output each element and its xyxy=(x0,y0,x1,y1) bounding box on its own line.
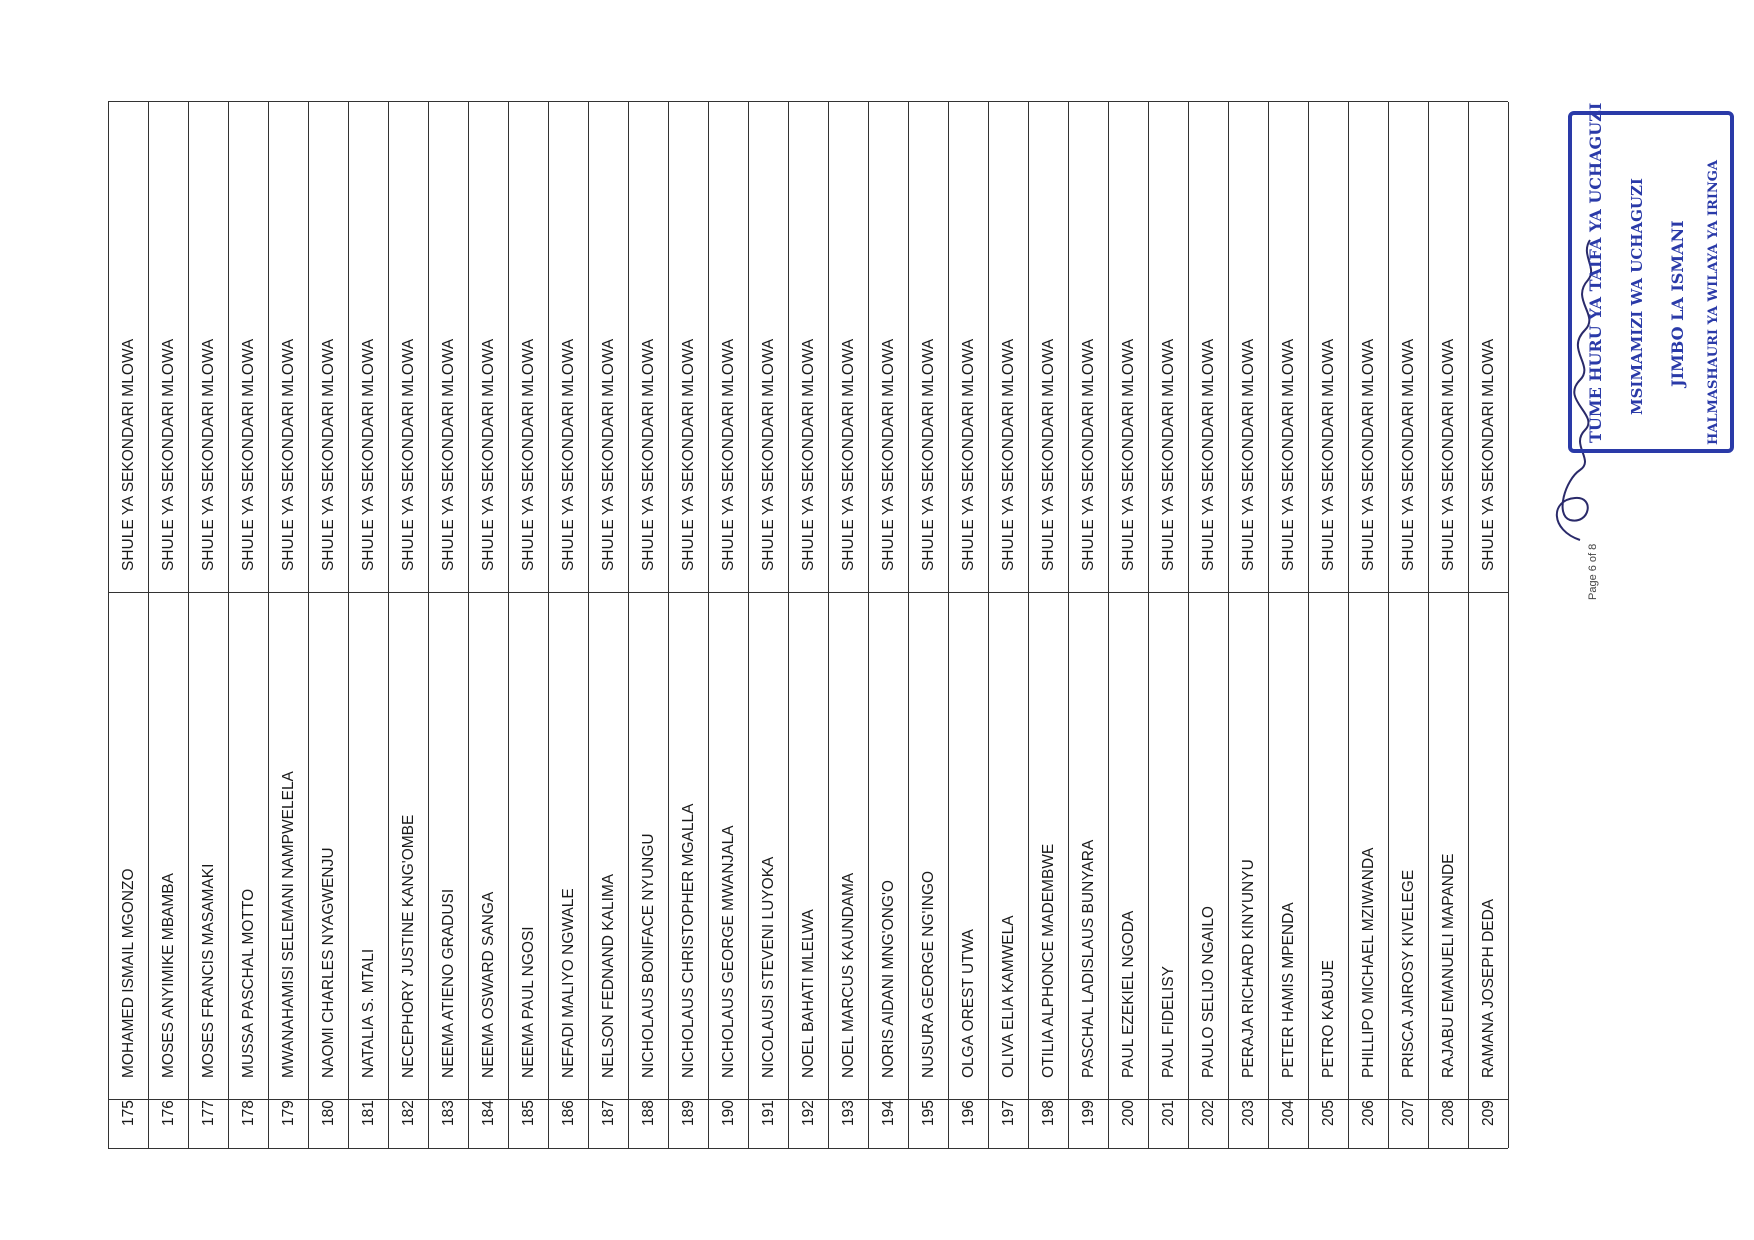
number-cell xyxy=(549,1100,588,1148)
school-text: SHULE YA SEKONDARI MLOWA xyxy=(1119,338,1137,571)
name-text: PASCHAL LADISLAUS BUNYARA xyxy=(1079,839,1097,1078)
table-row xyxy=(229,102,269,1148)
school-text: SHULE YA SEKONDARI MLOWA xyxy=(559,338,577,571)
number-text: 193 xyxy=(839,1099,857,1126)
school-text: SHULE YA SEKONDARI MLOWA xyxy=(999,338,1017,571)
school-cell xyxy=(189,102,228,593)
table-row xyxy=(749,102,789,1148)
table-row xyxy=(629,102,669,1148)
name-cell xyxy=(909,593,948,1100)
table-row xyxy=(789,102,829,1148)
number-cell xyxy=(949,1100,988,1148)
name-cell xyxy=(869,593,908,1100)
name-cell xyxy=(829,593,868,1100)
school-cell xyxy=(549,102,588,593)
table-row xyxy=(1269,102,1309,1148)
school-text: SHULE YA SEKONDARI MLOWA xyxy=(279,338,297,571)
school-text: SHULE YA SEKONDARI MLOWA xyxy=(1479,338,1497,571)
number-cell xyxy=(789,1100,828,1148)
stamp-line-3: JIMBO LA ISMANI xyxy=(1668,220,1687,387)
number-cell xyxy=(1149,1100,1188,1148)
number-cell xyxy=(829,1100,868,1148)
number-text: 182 xyxy=(399,1099,417,1126)
number-text: 198 xyxy=(1039,1099,1057,1126)
name-text: PAUL FIDELISY xyxy=(1159,965,1177,1078)
name-text: NICOLAUSI STEVENI LUYOKA xyxy=(759,856,777,1078)
name-text: NICHOLAUS BONIFACE NYUNGU xyxy=(639,832,657,1078)
school-cell xyxy=(269,102,308,593)
table-row xyxy=(509,102,549,1148)
number-text: 195 xyxy=(919,1099,937,1126)
name-text: PRISCA JAIROSY KIVELEGE xyxy=(1399,869,1417,1078)
number-cell xyxy=(309,1100,348,1148)
name-text: PETRO KABUJE xyxy=(1319,959,1337,1078)
school-text: SHULE YA SEKONDARI MLOWA xyxy=(1199,338,1217,571)
name-cell xyxy=(1469,593,1508,1100)
number-cell xyxy=(1469,1100,1508,1148)
school-cell xyxy=(869,102,908,593)
name-text: MUSSA PASCHAL MOTTO xyxy=(239,888,257,1078)
number-text: 192 xyxy=(799,1099,817,1126)
number-cell xyxy=(909,1100,948,1148)
number-text: 181 xyxy=(359,1099,377,1126)
name-cell xyxy=(1029,593,1068,1100)
name-text: RAMANA JOSEPH DEDA xyxy=(1479,898,1497,1078)
table-row xyxy=(469,102,509,1148)
name-cell xyxy=(989,593,1028,1100)
number-text: 179 xyxy=(279,1099,297,1126)
table-row xyxy=(1429,102,1469,1148)
school-cell xyxy=(709,102,748,593)
name-cell xyxy=(1069,593,1108,1100)
school-text: SHULE YA SEKONDARI MLOWA xyxy=(879,338,897,571)
table-row xyxy=(1469,102,1509,1148)
name-cell xyxy=(269,593,308,1100)
number-cell xyxy=(669,1100,708,1148)
name-text: NOEL MARCUS KAUNDAMA xyxy=(839,872,857,1078)
school-text: SHULE YA SEKONDARI MLOWA xyxy=(1399,338,1417,571)
school-cell xyxy=(429,102,468,593)
school-cell xyxy=(1469,102,1508,593)
name-cell xyxy=(789,593,828,1100)
school-text: SHULE YA SEKONDARI MLOWA xyxy=(159,338,177,571)
number-cell xyxy=(749,1100,788,1148)
school-text: SHULE YA SEKONDARI MLOWA xyxy=(599,338,617,571)
voter-table xyxy=(108,101,1508,1149)
name-cell xyxy=(1189,593,1228,1100)
school-cell xyxy=(829,102,868,593)
name-text: NEFADI MALIYO NGWALE xyxy=(559,887,577,1078)
name-cell xyxy=(589,593,628,1100)
number-cell xyxy=(1229,1100,1268,1148)
school-text: SHULE YA SEKONDARI MLOWA xyxy=(759,338,777,571)
table-row xyxy=(109,102,149,1148)
name-cell xyxy=(509,593,548,1100)
name-text: MOSES ANYIMIKE MBAMBA xyxy=(159,872,177,1078)
number-text: 177 xyxy=(199,1099,217,1126)
school-text: SHULE YA SEKONDARI MLOWA xyxy=(439,338,457,571)
number-text: 204 xyxy=(1279,1099,1297,1126)
name-text: MOSES FRANCIS MASAMAKI xyxy=(199,863,217,1078)
number-text: 200 xyxy=(1119,1099,1137,1126)
school-cell xyxy=(229,102,268,593)
school-text: SHULE YA SEKONDARI MLOWA xyxy=(839,338,857,571)
school-cell xyxy=(1189,102,1228,593)
school-cell xyxy=(949,102,988,593)
number-cell xyxy=(469,1100,508,1148)
number-cell xyxy=(1349,1100,1388,1148)
table-row xyxy=(349,102,389,1148)
number-text: 178 xyxy=(239,1099,257,1126)
table-row xyxy=(1389,102,1429,1148)
school-text: SHULE YA SEKONDARI MLOWA xyxy=(1319,338,1337,571)
school-cell xyxy=(389,102,428,593)
school-text: SHULE YA SEKONDARI MLOWA xyxy=(399,338,417,571)
stamp-line-4: HALMASHAURI YA WILAYA YA IRINGA xyxy=(1706,160,1721,445)
school-cell xyxy=(149,102,188,593)
school-cell xyxy=(1389,102,1428,593)
name-cell xyxy=(309,593,348,1100)
name-cell xyxy=(1389,593,1428,1100)
number-cell xyxy=(629,1100,668,1148)
name-cell xyxy=(469,593,508,1100)
name-text: NEEMA PAUL NGOSI xyxy=(519,925,537,1078)
number-cell xyxy=(1309,1100,1348,1148)
school-text: SHULE YA SEKONDARI MLOWA xyxy=(479,338,497,571)
school-cell xyxy=(1149,102,1188,593)
name-cell xyxy=(349,593,388,1100)
table-row xyxy=(1149,102,1189,1148)
name-text: PAULO SELIJO NGAILO xyxy=(1199,905,1217,1078)
name-text: PERAJA RICHARD KINYUNYU xyxy=(1239,858,1257,1078)
number-text: 189 xyxy=(679,1099,697,1126)
number-cell xyxy=(149,1100,188,1148)
school-text: SHULE YA SEKONDARI MLOWA xyxy=(199,338,217,571)
school-cell xyxy=(589,102,628,593)
school-text: SHULE YA SEKONDARI MLOWA xyxy=(1159,338,1177,571)
school-cell xyxy=(1429,102,1468,593)
table-row xyxy=(549,102,589,1148)
name-text: OLIVA ELIA KAMWELA xyxy=(999,914,1017,1078)
number-cell xyxy=(1269,1100,1308,1148)
name-cell xyxy=(229,593,268,1100)
school-cell xyxy=(309,102,348,593)
table-row xyxy=(189,102,229,1148)
number-text: 187 xyxy=(599,1099,617,1126)
name-cell xyxy=(949,593,988,1100)
school-text: SHULE YA SEKONDARI MLOWA xyxy=(799,338,817,571)
name-text: NATALIA S. MTALI xyxy=(359,948,377,1078)
school-cell xyxy=(749,102,788,593)
name-cell xyxy=(629,593,668,1100)
school-cell xyxy=(629,102,668,593)
number-cell xyxy=(509,1100,548,1148)
name-text: NEEMA OSWARD SANGA xyxy=(479,891,497,1078)
number-text: 206 xyxy=(1359,1099,1377,1126)
school-cell xyxy=(1309,102,1348,593)
number-text: 183 xyxy=(439,1099,457,1126)
name-cell xyxy=(1429,593,1468,1100)
number-cell xyxy=(389,1100,428,1148)
number-text: 196 xyxy=(959,1099,977,1126)
table-row xyxy=(829,102,869,1148)
school-cell xyxy=(1349,102,1388,593)
table-row xyxy=(389,102,429,1148)
table-row xyxy=(669,102,709,1148)
name-cell xyxy=(1269,593,1308,1100)
table-row xyxy=(589,102,629,1148)
school-text: SHULE YA SEKONDARI MLOWA xyxy=(959,338,977,571)
school-cell xyxy=(1229,102,1268,593)
name-cell xyxy=(709,593,748,1100)
table-row xyxy=(1029,102,1069,1148)
number-cell xyxy=(109,1100,148,1148)
table-row xyxy=(909,102,949,1148)
school-text: SHULE YA SEKONDARI MLOWA xyxy=(719,338,737,571)
name-text: OLGA OREST UTWA xyxy=(959,928,977,1078)
name-text: NICHOLAUS GEORGE MWANJALA xyxy=(719,824,737,1078)
table-row xyxy=(989,102,1029,1148)
school-cell xyxy=(1109,102,1148,593)
school-text: SHULE YA SEKONDARI MLOWA xyxy=(519,338,537,571)
school-cell xyxy=(109,102,148,593)
name-text: MOHAMED ISMAIL MGONZO xyxy=(119,867,137,1078)
name-cell xyxy=(189,593,228,1100)
number-text: 175 xyxy=(119,1099,137,1126)
table-row xyxy=(269,102,309,1148)
number-cell xyxy=(1429,1100,1468,1148)
school-text: SHULE YA SEKONDARI MLOWA xyxy=(239,338,257,571)
school-text: SHULE YA SEKONDARI MLOWA xyxy=(359,338,377,571)
number-text: 205 xyxy=(1319,1099,1337,1126)
number-text: 197 xyxy=(999,1099,1017,1126)
school-cell xyxy=(989,102,1028,593)
name-text: PAUL EZEKIEL NGODA xyxy=(1119,910,1137,1078)
number-cell xyxy=(429,1100,468,1148)
school-cell xyxy=(1029,102,1068,593)
name-cell xyxy=(549,593,588,1100)
number-text: 207 xyxy=(1399,1099,1417,1126)
table-row xyxy=(1069,102,1109,1148)
table-row xyxy=(709,102,749,1148)
number-cell xyxy=(229,1100,268,1148)
school-text: SHULE YA SEKONDARI MLOWA xyxy=(1239,338,1257,571)
table-row xyxy=(1309,102,1349,1148)
school-cell xyxy=(669,102,708,593)
school-cell xyxy=(1269,102,1308,593)
number-cell xyxy=(1069,1100,1108,1148)
school-text: SHULE YA SEKONDARI MLOWA xyxy=(1359,338,1377,571)
table-row xyxy=(869,102,909,1148)
number-cell xyxy=(349,1100,388,1148)
number-text: 199 xyxy=(1079,1099,1097,1126)
name-cell xyxy=(1149,593,1188,1100)
school-cell xyxy=(349,102,388,593)
number-text: 188 xyxy=(639,1099,657,1126)
name-cell xyxy=(669,593,708,1100)
number-text: 194 xyxy=(879,1099,897,1126)
stamp-line-1: TUME HURU YA TAIFA YA UCHAGUZI xyxy=(1586,102,1605,443)
table-row xyxy=(1189,102,1229,1148)
name-text: NOEL BAHATI MLELWA xyxy=(799,908,817,1078)
number-cell xyxy=(709,1100,748,1148)
name-cell xyxy=(149,593,188,1100)
school-cell xyxy=(469,102,508,593)
school-cell xyxy=(789,102,828,593)
number-text: 184 xyxy=(479,1099,497,1126)
name-cell xyxy=(1109,593,1148,1100)
name-text: NELSON FEDNAND KALIMA xyxy=(599,873,617,1078)
name-cell xyxy=(109,593,148,1100)
table-row xyxy=(1229,102,1269,1148)
name-cell xyxy=(749,593,788,1100)
name-cell xyxy=(429,593,468,1100)
school-text: SHULE YA SEKONDARI MLOWA xyxy=(639,338,657,571)
school-text: SHULE YA SEKONDARI MLOWA xyxy=(319,338,337,571)
name-text: RAJABU EMANUELI MAPANDE xyxy=(1439,852,1457,1078)
table-row xyxy=(429,102,469,1148)
number-cell xyxy=(589,1100,628,1148)
number-text: 203 xyxy=(1239,1099,1257,1126)
name-cell xyxy=(1309,593,1348,1100)
number-cell xyxy=(1189,1100,1228,1148)
number-text: 180 xyxy=(319,1099,337,1126)
number-text: 176 xyxy=(159,1099,177,1126)
number-text: 186 xyxy=(559,1099,577,1126)
number-cell xyxy=(1029,1100,1068,1148)
table-row xyxy=(309,102,349,1148)
number-text: 191 xyxy=(759,1099,777,1126)
table-row xyxy=(949,102,989,1148)
school-text: SHULE YA SEKONDARI MLOWA xyxy=(1439,338,1457,571)
school-text: SHULE YA SEKONDARI MLOWA xyxy=(1279,338,1297,571)
table-row xyxy=(149,102,189,1148)
name-text: NAOMI CHARLES NYAGWENJU xyxy=(319,846,337,1078)
name-text: NECEPHORY JUSTINE KANG'OMBE xyxy=(399,814,417,1078)
name-text: PETER HAMIS MPENDA xyxy=(1279,901,1297,1078)
name-text: MWANAHAMISI SELEMANI NAMPWELELA xyxy=(279,770,297,1078)
table-row xyxy=(1109,102,1149,1148)
stamp-line-2: MSIMAMIZI WA UCHAGUZI xyxy=(1628,178,1646,415)
number-cell xyxy=(989,1100,1028,1148)
number-text: 202 xyxy=(1199,1099,1217,1126)
official-stamp xyxy=(1568,102,1734,453)
school-text: SHULE YA SEKONDARI MLOWA xyxy=(119,338,137,571)
name-text: NUSURA GEORGE NG'INGO xyxy=(919,870,937,1078)
name-text: PHILLIPO MICHAEL MZIWANDA xyxy=(1359,846,1377,1078)
number-text: 201 xyxy=(1159,1099,1177,1126)
number-text: 209 xyxy=(1479,1099,1497,1126)
school-text: SHULE YA SEKONDARI MLOWA xyxy=(679,338,697,571)
name-cell xyxy=(1349,593,1388,1100)
number-text: 185 xyxy=(519,1099,537,1126)
number-cell xyxy=(189,1100,228,1148)
name-text: OTILIA ALPHONCE MADEMBWE xyxy=(1039,843,1057,1078)
number-cell xyxy=(1389,1100,1428,1148)
school-text: SHULE YA SEKONDARI MLOWA xyxy=(1039,338,1057,571)
name-cell xyxy=(1229,593,1268,1100)
school-text: SHULE YA SEKONDARI MLOWA xyxy=(919,338,937,571)
school-text: SHULE YA SEKONDARI MLOWA xyxy=(1079,338,1097,571)
table-row xyxy=(1349,102,1389,1148)
school-cell xyxy=(909,102,948,593)
school-cell xyxy=(1069,102,1108,593)
name-text: NEEMA ATIENO GRADUSI xyxy=(439,888,457,1078)
name-text: NORIS AIDANI MNG'ONG'O xyxy=(879,879,897,1078)
number-cell xyxy=(1109,1100,1148,1148)
name-cell xyxy=(389,593,428,1100)
number-text: 190 xyxy=(719,1099,737,1126)
name-text: NICHOLAUS CHRISTOPHER MGALLA xyxy=(679,803,697,1078)
number-text: 208 xyxy=(1439,1099,1457,1126)
school-cell xyxy=(509,102,548,593)
number-cell xyxy=(269,1100,308,1148)
number-cell xyxy=(869,1100,908,1148)
page-number: Page 6 of 8 xyxy=(1587,543,1599,600)
